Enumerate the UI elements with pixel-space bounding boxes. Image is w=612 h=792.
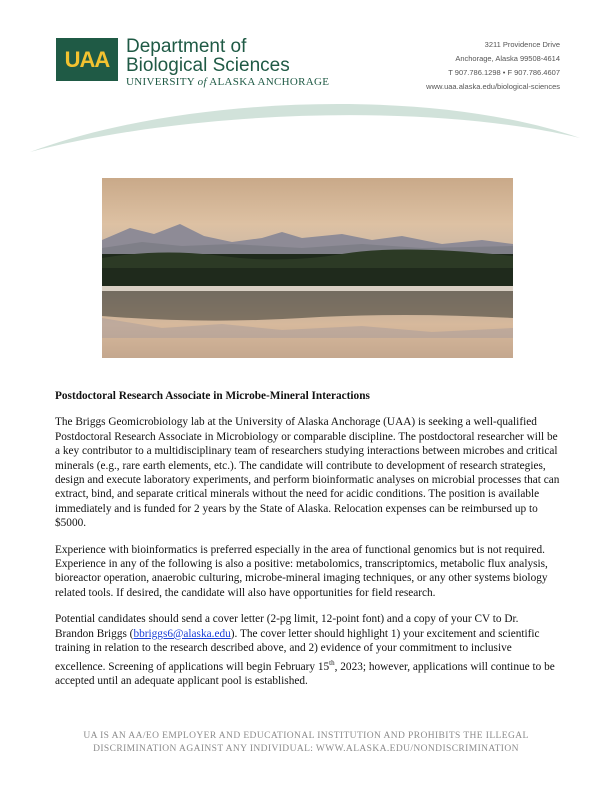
contact-email-link[interactable]: bbriggs6@alaska.edu bbox=[133, 627, 231, 640]
address-line2: Anchorage, Alaska 99508-4614 bbox=[455, 54, 560, 63]
website-url: www.uaa.alaska.edu/biological-sciences bbox=[426, 82, 560, 91]
university-name bbox=[126, 76, 329, 88]
nondiscrimination-footer bbox=[56, 730, 556, 756]
footer-line1: UA IS AN AA/EO EMPLOYER AND EDUCATIONAL INSTITUTION AND PROHIBITS THE ILLEGAL bbox=[83, 731, 529, 741]
uaa-logo bbox=[56, 38, 118, 81]
university-part1: UNIVERSITY bbox=[126, 76, 195, 88]
department-name bbox=[126, 37, 290, 75]
date-ordinal-suffix: th bbox=[329, 658, 335, 667]
paragraph-overview: The Briggs Geomicrobiology lab at the University of Alaska Anchorage (UAA) is seeking a well-qualified Postdoctoral Research Associate in Microbiology or comparable discipline. The postdoctoral researcher will be a key contributor to a multidisciplinary team of researchers studying interactions between microbes and critical minerals (e.g., rare earth elements, etc.). The candidate will contribute to development of research strategies, design and execute laboratory experiments, and perform bioinformatic analyses on microbial processes that can extract, bind, and separate critical minerals without the need for acidic conditions. The position is available immediately and is funded for 2 years by the State of Alaska. Relocation expenses can be reimbursed up to $5000. bbox=[55, 416, 560, 530]
paragraph-experience: Experience with bioinformatics is preferred especially in the area of functional genomics but is not required. Experience in any of the following is also a positive: metabolomics, transcriptomics, metabolic flux analysis, bioreactor operation, anaerobic culturing, microbe-mineral imaging techniques, or any other systems biology related tools. If desired, the candidate will also have opportunities for field research. bbox=[55, 543, 548, 599]
contact-block bbox=[426, 38, 560, 94]
address-line1: 3211 Providence Drive bbox=[484, 40, 560, 49]
posting-title: Postdoctoral Research Associate in Microbe-Mineral Interactions bbox=[55, 390, 370, 402]
department-line2: Biological Sciences bbox=[126, 55, 290, 76]
application-text-part2: ). The cover letter should highlight 1) your excitement and scientific training in relation to the research described above, and 2) evidence of your commitment to inclusive excellence. Screening of applications will begin February 15 bbox=[55, 627, 540, 673]
logo-text: UAA bbox=[64, 46, 110, 72]
paragraph-application bbox=[55, 612, 560, 688]
department-line1: Department of bbox=[126, 36, 247, 57]
footer-line2: DISCRIMINATION AGAINST ANY INDIVIDUAL: WWW.ALASKA.EDU/NONDISCRIMINATION bbox=[93, 744, 519, 754]
posting-content bbox=[55, 389, 560, 700]
letterhead-swoosh bbox=[0, 88, 612, 158]
application-text-part3: , 2023; however, applications will continue to be accepted until an adequate applicant pool is established. bbox=[55, 660, 555, 687]
application-text-part1: Potential candidates should send a cover letter (2-pg limit, 12-point font) and a copy of your CV to Dr. Brandon Briggs ( bbox=[55, 613, 519, 640]
phone-fax: T 907.786.1298 • F 907.786.4607 bbox=[448, 68, 560, 77]
university-part2: ALASKA ANCHORAGE bbox=[209, 76, 330, 88]
landscape-photo bbox=[102, 178, 513, 358]
university-of: of bbox=[197, 76, 207, 88]
